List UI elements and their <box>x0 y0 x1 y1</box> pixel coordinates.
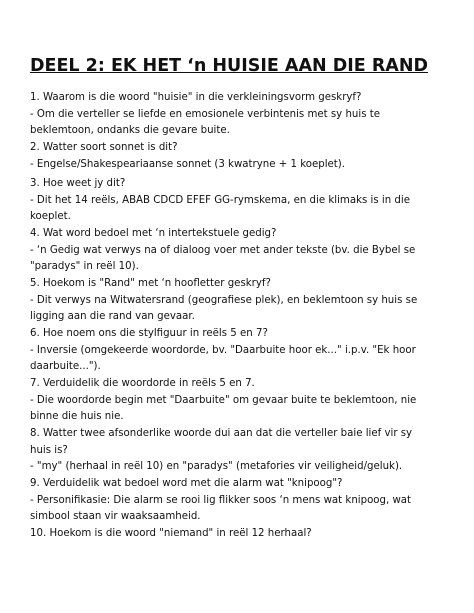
question-item-2 <box>30 140 450 173</box>
question-item-3 <box>30 176 450 226</box>
answer-text: - Dit verwys na Witwatersrand (geografiese plek), en beklemtoon sy huis se <box>30 294 418 306</box>
answer-text: "paradys" in reël 10). <box>30 261 139 272</box>
answer-text: binne die huis nie. <box>30 411 124 422</box>
answer-text: daarbuite..."). <box>30 361 101 372</box>
question-item-6 <box>30 326 450 376</box>
document-title: DEEL 2: EK HET ‘n HUISIE AAN DIE RAND <box>30 56 429 76</box>
answer-text: - ‘n Gedig wat verwys na of dialoog voer met ander tekste (bv. die Bybel se <box>30 244 416 256</box>
question-text: 4. Wat word bedoel met ‘n intertekstuele gedig? <box>30 228 277 239</box>
question-text: 5. Hoekom is "Rand" met ‘n hoofletter geskryf? <box>30 278 271 289</box>
answer-text: - Inversie (omgekeerde woordorde, bv. "Daarbuite hoor ek..." i.p.v. "Ek hoor <box>30 344 416 356</box>
question-text: 8. Watter twee afsonderlike woorde dui aan dat die verteller baie lief vir sy <box>30 428 413 439</box>
question-text: 7. Verduidelik die woordorde in reëls 5 en 7. <box>30 378 255 389</box>
question-item-5 <box>30 276 450 326</box>
question-item-10 <box>30 526 450 543</box>
question-text: 1. Waarom is die woord "huisie" in die verkleiningsvorm geskryf? <box>30 92 362 103</box>
answer-text: simbool staan vir waaksaamheid. <box>30 511 201 522</box>
question-text: huis is? <box>30 444 68 456</box>
answer-text: ligging aan die rand van gevaar. <box>30 311 195 322</box>
question-text: 10. Hoekom is die woord "niemand" in reël 12 herhaal? <box>30 528 312 539</box>
answer-text: - Dit het 14 reëls, ABAB CDCD EFEF GG-rymskema, en die klimaks is in die <box>30 194 411 206</box>
question-item-8 <box>30 426 450 476</box>
question-item-4 <box>30 226 450 276</box>
question-text: 3. Hoe weet jy dit? <box>30 178 126 189</box>
answer-text: koeplet. <box>30 211 71 222</box>
question-text: 6. Hoe noem ons die stylfiguur in reëls 5 en 7? <box>30 328 268 339</box>
answer-text: beklemtoon, ondanks die gevare buite. <box>30 125 230 136</box>
question-text: 2. Watter soort sonnet is dit? <box>30 142 178 153</box>
answer-text: - "my" (herhaal in reël 10) en "paradys" (metafories vir veiligheid/geluk). <box>30 461 403 472</box>
answer-text: - Die woordorde begin met "Daarbuite" om gevaar buite te beklemtoon, nie <box>30 394 417 406</box>
answer-text: - Engelse/Shakespeariaanse sonnet (3 kwatryne + 1 koeplet). <box>30 158 346 170</box>
question-text: 9. Verduidelik wat bedoel word met die alarm wat "knipoog"? <box>30 478 343 489</box>
question-item-7 <box>30 376 450 426</box>
question-item-9 <box>30 476 450 526</box>
answer-text: - Om die verteller se liefde en emosionele verbintenis met sy huis te <box>30 108 381 120</box>
answer-text: - Personifikasie: Die alarm se rooi lig flikker soos ‘n mens wat knipoog, wat <box>30 494 412 506</box>
question-item-1 <box>30 90 450 140</box>
